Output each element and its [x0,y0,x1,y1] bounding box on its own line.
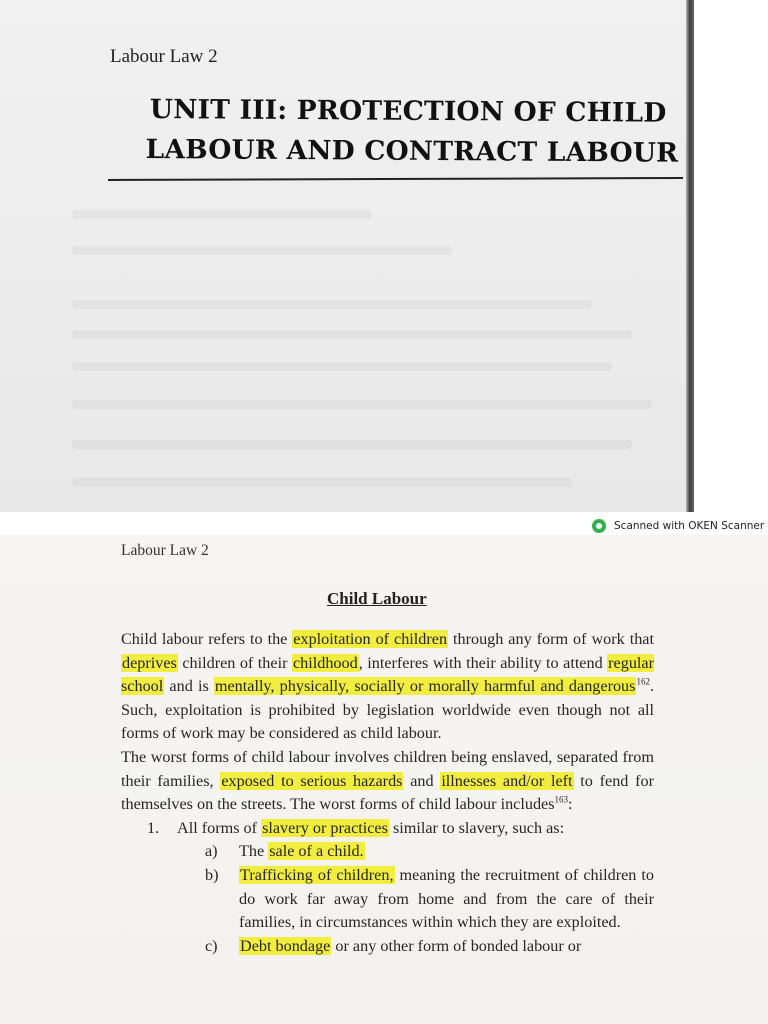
sub-list [121,840,654,958]
footnote-ref: 162 [636,676,650,687]
text-run: . Such, exploitation is prohibited by legislation worldwide even though not all forms of work may be considered as child labour. [121,677,654,743]
book-spine-edge [686,0,694,512]
scanned-page-2 [0,535,768,1024]
highlighted-text: deprives [122,653,177,672]
highlighted-text: illnesses and/or left [441,771,573,790]
text-run: or any other form of bonded labour or [331,936,582,955]
highlighted-text: exposed to serious hazards [221,771,403,790]
scanned-page-1 [0,0,688,512]
highlighted-text: Debt bondage [240,936,331,955]
sub-list-text [239,840,654,864]
bleed-through-mark [72,400,652,409]
text-run: , interferes with their ability to attend [358,653,608,672]
text-run: and is [164,677,214,696]
text-run: children of their [177,653,292,672]
numbered-list [121,817,654,959]
text-run: meaning the recruitment of children to do work far away from home and from the care of their families, in circumstances within which they are exploited. [239,865,654,932]
scanner-logo-icon [592,519,606,533]
highlighted-text: childhood [292,653,358,672]
bleed-through-mark [72,330,632,339]
section-heading: Child Labour [327,589,427,608]
sub-list-item [205,935,654,959]
highlighted-text: Trafficking of children, [240,865,394,884]
text-run: through any form of work that [448,630,654,648]
text-run: The [239,842,269,861]
footnote-ref: 163 [554,794,569,805]
highlighted-text: exploitation of children [293,630,448,648]
title-underline-rule [108,177,683,181]
page-running-header: Labour Law 2 [121,542,209,559]
text-run: The worst forms of child labour involves children being enslaved, separated from their families, [121,747,654,790]
sub-list-item [205,864,654,935]
text-run: and [403,771,441,790]
scanner-watermark [592,519,764,533]
bleed-through-mark [72,478,572,487]
sub-list-text [239,864,654,935]
text-run: : [568,795,573,814]
text-run: to fend for themselves on the streets. The worst forms of child labour includes [121,771,654,814]
unit-title-line-2: LABOUR AND CONTRACT LABOUR [145,133,679,169]
unit-title-line-1: UNIT III: PROTECTION OF CHILD [149,93,667,129]
text-run: Child labour refers to the [121,630,293,648]
sub-list-letter: b) [205,865,219,884]
text-run: similar to slavery, such as: [388,818,565,837]
sub-list-text [239,935,654,959]
scanner-watermark-label: Scanned with OKEN Scanner [614,520,765,532]
list-item-text [177,817,564,841]
bleed-through-mark [72,210,372,219]
unit-title [145,90,680,174]
page-running-header: Labour Law 2 [110,46,218,67]
highlighted-text: regular school [121,653,655,696]
sub-list-item [205,840,654,864]
list-number: 1. [147,818,160,837]
sub-list-letter: c) [205,936,218,955]
paragraph-definition [121,628,654,746]
bleed-through-mark [72,440,632,449]
bleed-through-mark [72,300,592,309]
body-text [121,628,654,958]
highlighted-text: mentally, physically, socially or morally harmful and dangerous [214,677,636,696]
text-run: All forms of [177,818,262,837]
highlighted-text: slavery or practices [262,818,388,837]
bleed-through-mark [72,362,612,371]
bleed-through-mark [72,246,452,255]
highlighted-text: sale of a child. [269,842,364,861]
paragraph-worst-forms [121,746,654,817]
sub-list-letter: a) [205,842,218,861]
list-item [121,817,654,841]
